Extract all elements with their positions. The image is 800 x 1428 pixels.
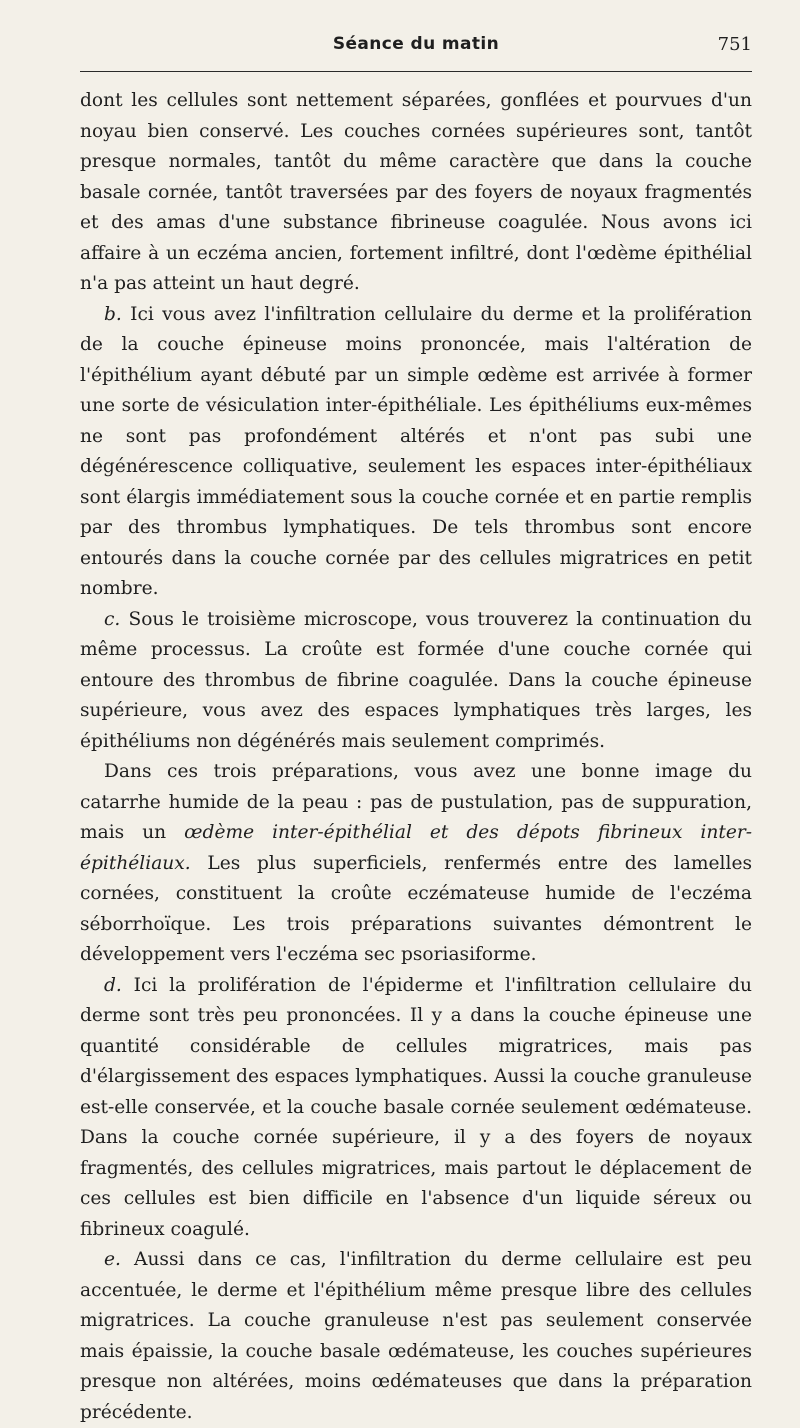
paragraph-continuation: dont les cellules sont nettement séparées, gonflées et pourvues d'un noyau bien conservé. Les couches cornées supérieures sont, tantôt presque normales, tantôt du même caractère que dans la couche basale cornée, tantôt traversées par des foyers de noyaux fragmentés et des amas d'une substance fibrineuse coagulée. Nous avons ici affaire à un eczéma ancien, fortement infiltré, dont l'œdème épithélial n'a pas atteint un haut degré.: [80, 90, 752, 294]
paragraph-d: d. Ici la prolifération de l'épiderme et l'infiltration cellulaire du derme sont très peu prononcées. Il y a dans la couche épineuse une quantité considérable de cellules migratrices, mais pas d'élargissement des espaces lymphatiques. Aussi la couche granuleuse est-elle conservée, et la couche basale cornée seulement œdémateuse. Dans la couche cornée supérieure, il y a des foyers de noyaux fragmentés, des cellules migratrices, mais partout le déplacement de ces cellules est bien difficile en l'absence d'un liquide séreux ou fibrineux coagulé.: [80, 974, 752, 1240]
paragraph-summary: Dans ces trois préparations, vous avez une bonne image du catarrhe humide de la peau : pas de pustulation, pas de suppuration, mais un œdème inter-épithélial et des dépots fibrineux inter-épithéliaux. Les plus superficiels, renfermés entre des lamelles cornées, constituent la croûte eczémateuse humide de l'eczéma séborrhoïque. Les trois préparations suivantes démontrent le développement vers l'eczéma sec psoriasiforme.: [80, 761, 752, 965]
header-rule: [80, 71, 752, 72]
paragraph-c: c. Sous le troisième microscope, vous trouverez la continuation du même processus. La croûte est formée d'une couche cornée qui entoure des thrombus de fibrine coagulée. Dans la couche épineuse supérieure, vous avez des espaces lymphatiques très larges, les épithéliums non dégénérés mais seulement comprimés.: [80, 608, 752, 752]
paragraph-label: c.: [104, 608, 121, 630]
paragraph-b: b. Ici vous avez l'infiltration cellulaire du derme et la prolifération de la couche épineuse moins prononcée, mais l'altération de l'épithélium ayant débuté par un simple œdème est arrivée à former une sorte de vésiculation inter-épithéliale. Les épithéliums eux-mêmes ne sont pas profondément altérés et n'ont pas subi une dégénérescence colliquative, seulement les espaces inter-épithéliaux sont élargis immédiatement sous la couche cornée et en partie remplis par des thrombus lymphatiques. De tels thrombus sont encore entourés dans la couche cornée par des cellules migratrices en petit nombre.: [80, 303, 752, 599]
paragraph-e: e. Aussi dans ce cas, l'infiltration du derme cellulaire est peu accentuée, le derme et l'épithélium même presque libre des cellules migratrices. La couche granuleuse n'est pas seulement conservée mais épaissie, la couche basale œdémateuse, les couches supérieures presque non altérées, moins œdémateuses que dans la préparation précédente.: [80, 1249, 752, 1423]
page-header: [80, 34, 752, 60]
running-title: Séance du matin: [332, 34, 500, 54]
page-number: 751: [717, 34, 752, 55]
paragraph-label: d.: [104, 974, 122, 996]
italic-phrase: œdème inter-épithélial et des dépots fibrineux inter-épithéliaux.: [80, 822, 752, 874]
body-text: [80, 86, 752, 1428]
paragraph-label: e.: [104, 1249, 121, 1270]
paragraph-label: b.: [104, 303, 122, 325]
